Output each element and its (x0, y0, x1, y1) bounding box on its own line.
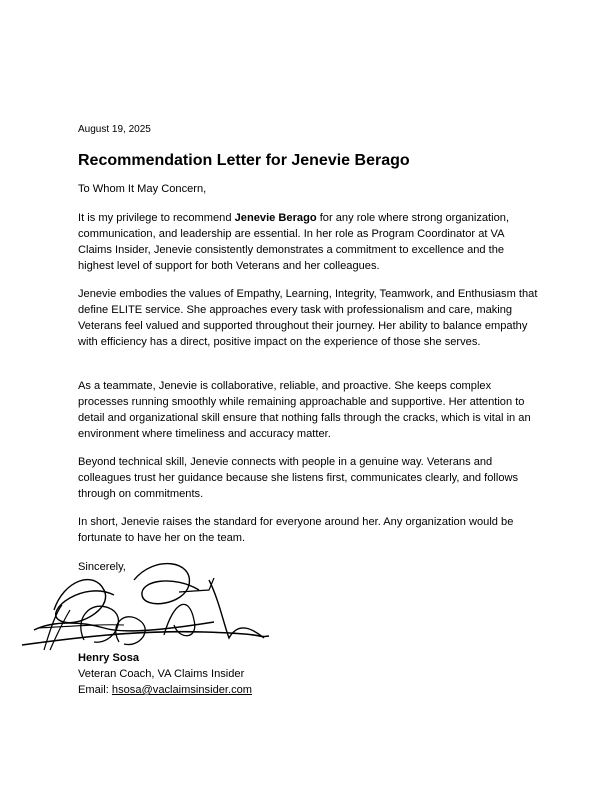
salutation: To Whom It May Concern, (78, 183, 207, 195)
letter-date: August 19, 2025 (78, 124, 151, 135)
closing: Sincerely, (78, 561, 126, 573)
paragraph-connection: Beyond technical skill, Jenevie connects with people in a genuine way. Veterans and colleagues trust her guidance because she listens first, communicates clearly, and follows through on commitments. (78, 456, 519, 500)
email-label: Email: (78, 684, 112, 696)
signer-email-line (78, 684, 252, 696)
paragraph-intro (78, 210, 540, 274)
candidate-name: Jenevie Berago (234, 212, 317, 224)
signer-role: Veteran Coach, VA Claims Insider (78, 668, 245, 680)
signer-name: Henry Sosa (78, 652, 140, 664)
paragraph-values: Jenevie embodies the values of Empathy, Learning, Integrity, Teamwork, and Enthusiasm that define ELITE service. She approaches every task with professionalism and care, making Veterans feel valued and supported throughout their journey. Her ability to balance empathy with efficiency has a direct, positive impact on the experience of those she serves. (78, 288, 538, 348)
paragraph-summary: In short, Jenevie raises the standard for everyone around her. Any organization would be fortunate to have her on the team. (78, 516, 514, 544)
paragraph-teammate: As a teammate, Jenevie is collaborative, reliable, and proactive. She keeps complex processes running smoothly while remaining approachable and supportive. Her attention to detail and organizational skill ensure that nothing falls through the cracks, which is vital in an environment where timeliness and accuracy matter. (78, 380, 531, 440)
letter-title: Recommendation Letter for Jenevie Berago (78, 152, 410, 169)
intro-text-start: It is my privilege to recommend (78, 212, 235, 224)
intro-text-end: for any role where strong organization, communication, and leadership are essential. In her role as Program Coordinator at VA Claims Insider, Jenevie consistently demonstrates a commitment to excellence and the highest level of support for both Veterans and her colleagues. (78, 212, 510, 272)
email-link[interactable]: hsosa@vaclaimsinsider.com (111, 684, 253, 696)
handwritten-signature (14, 550, 274, 660)
